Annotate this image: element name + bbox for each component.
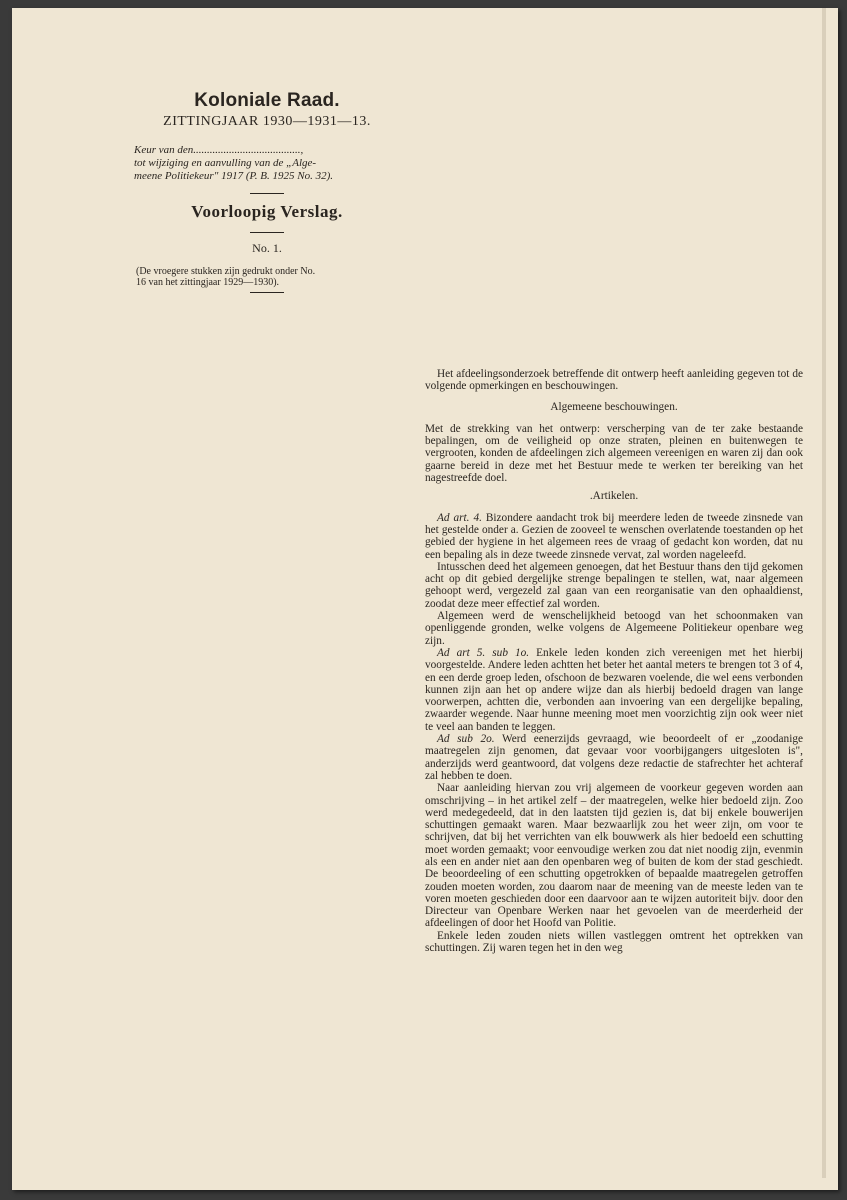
sub2-text: Werd eenerzijds gevraagd, wie beoordeelt of er „zoodanige maatregelen zijn genomen, dat gevaar voor voorbijgangers uitgesloten is", anderzijds werd geantwoord, dat volgens deze redactie de stafrechter het achteraf zal hebben te doen.	[425, 733, 803, 782]
session-year: ZITTINGJAAR 1930—1931—13.	[163, 114, 371, 129]
ordinance-subject	[134, 144, 412, 183]
council-title: Koloniale Raad.	[194, 90, 340, 111]
art4-paragraph-3: Algemeen werd de wenschelijkheid betoogd van het schoonmaken van openliggende gronden, welke volgens de Algemeene Politiekeur openbare weg zijn.	[425, 610, 803, 647]
note-line-2: 16 van het zittingjaar 1929—1930).	[136, 277, 280, 288]
art5-label: Ad art 5. sub 1o.	[437, 646, 530, 659]
document-header	[122, 90, 412, 301]
ordinance-line-1: Keur van den.......................................,	[134, 144, 304, 156]
report-body	[425, 368, 803, 954]
document-page	[12, 8, 838, 1190]
art4-paragraph-2: Intusschen deed het algemeen genoegen, dat het Bestuur thans den tijd gekomen acht op dit gebied dergelijke strenge bepalingen te stellen, wat, naar algemeen gehoopt werd, vergezeld zal gaan van een reorganisatie van den ophaaldienst, zoodat deze meer effectief zal worden.	[425, 560, 803, 610]
ordinance-line-2: tot wijziging en aanvulling van de „Alge-	[134, 157, 317, 169]
art5-paragraph	[425, 647, 803, 733]
sub2-paragraph-2: Naar aanleiding hiervan zou vrij algemeen de voorkeur gegeven worden aan omschrijving – in het artikel zelf – der maatregelen, welke hier bedoeld zijn. Zoo werd medegedeeld, dat in den laatsten tijd gezien is, dat bij enkele bouwerijen schuttingen gemaakt waren. Maar bezwaarlijk zou het weer zijn, om voor te schrijven, dat bij het verrichten van elk bouwwerk als hier bedoeld een schutting moet worden gemaakt; voor eenvoudige werken zou dat niet noodig zijn, evenmin als een en ander niet aan den openbaren weg of buiten de kom der stad geschiedt. De beoordeeling of een schutting opgetrokken of bepaalde maatregelen getroffen zouden moeten worden, zou daarom naar de meening van de meeste leden van te voren moeten geschieden door een daarvoor aan te wijzen autoriteit bijv. door den Directeur van Openbare Werken naar het gevoelen van de meerderheid der afdeelingen of door het Hoofd van Politie.	[425, 782, 803, 930]
note-line-1: (De vroegere stukken zijn gedrukt onder No.	[136, 266, 316, 277]
heading-general: Algemeene beschouwingen.	[550, 400, 678, 413]
art5-text: Enkele leden konden zich vereenigen met het hierbij voorgestelde. Andere leden achtten het beter het aantal meters te brengen tot 3 of 4, en een derde groep leden, ofschoon de bezwaren voelende, die wel eens verbonden kunnen zijn aan het op andere wijze dan als hierbij bedoeld dragen van lange voorwerpen, achtten die, verbonden aan invoering van een dergelijke bepaling, zwaarder wegende. Naar hunne meening moet men voorzichtig zijn ook weer niet te veel aan banden te leggen.	[425, 646, 803, 733]
intro-paragraph: Het afdeelingsonderzoek betreffende dit ontwerp heeft aanleiding gegeven tot de volgende opmerkingen en beschouwingen.	[425, 368, 803, 393]
report-title: Voorloopig Verslag.	[191, 202, 343, 221]
sub2-paragraph-3: Enkele leden zouden niets willen vastleggen omtrent het optrekken van schuttingen. Zij waren tegen het in den weg	[425, 929, 803, 955]
art4-label: Ad art. 4.	[437, 511, 482, 524]
page-edge	[822, 8, 826, 1178]
report-number: No. 1.	[252, 241, 282, 255]
sub2-paragraph	[425, 733, 803, 782]
art4-text: Bizondere aandacht trok bij meerdere leden de tweede zinsnede van het gestelde onder a. Gezien de zooveel te wenschen overlatende toestanden op het gebied der hygiene in het algemeen rees de vraag of gedacht kon worden, dat nu een bepaling als in deze tweede zinsnede vervat, zal worden nageleefd.	[425, 511, 803, 561]
general-paragraph: Met de strekking van het ontwerp: verscherping van de ter zake bestaande bepalingen, om de veiligheid op onze straten, pleinen en buitenwegen te vergrooten, konden de afdeelingen zich algemeen vereenigen en waren zij dan ook gaarne bereid in deze met het Bestuur mede te werken ter bereiking van het nagestreefde doel.	[425, 422, 803, 485]
heading-articles: .Artikelen.	[589, 490, 639, 503]
art4-paragraph	[425, 512, 803, 561]
divider	[250, 193, 284, 194]
sub2-label: Ad sub 2o.	[437, 733, 495, 746]
earlier-documents-note	[136, 266, 412, 288]
divider	[250, 232, 284, 233]
divider	[250, 292, 284, 293]
ordinance-line-3: meene Politiekeur" 1917 (P. B. 1925 No. 32).	[134, 170, 334, 182]
